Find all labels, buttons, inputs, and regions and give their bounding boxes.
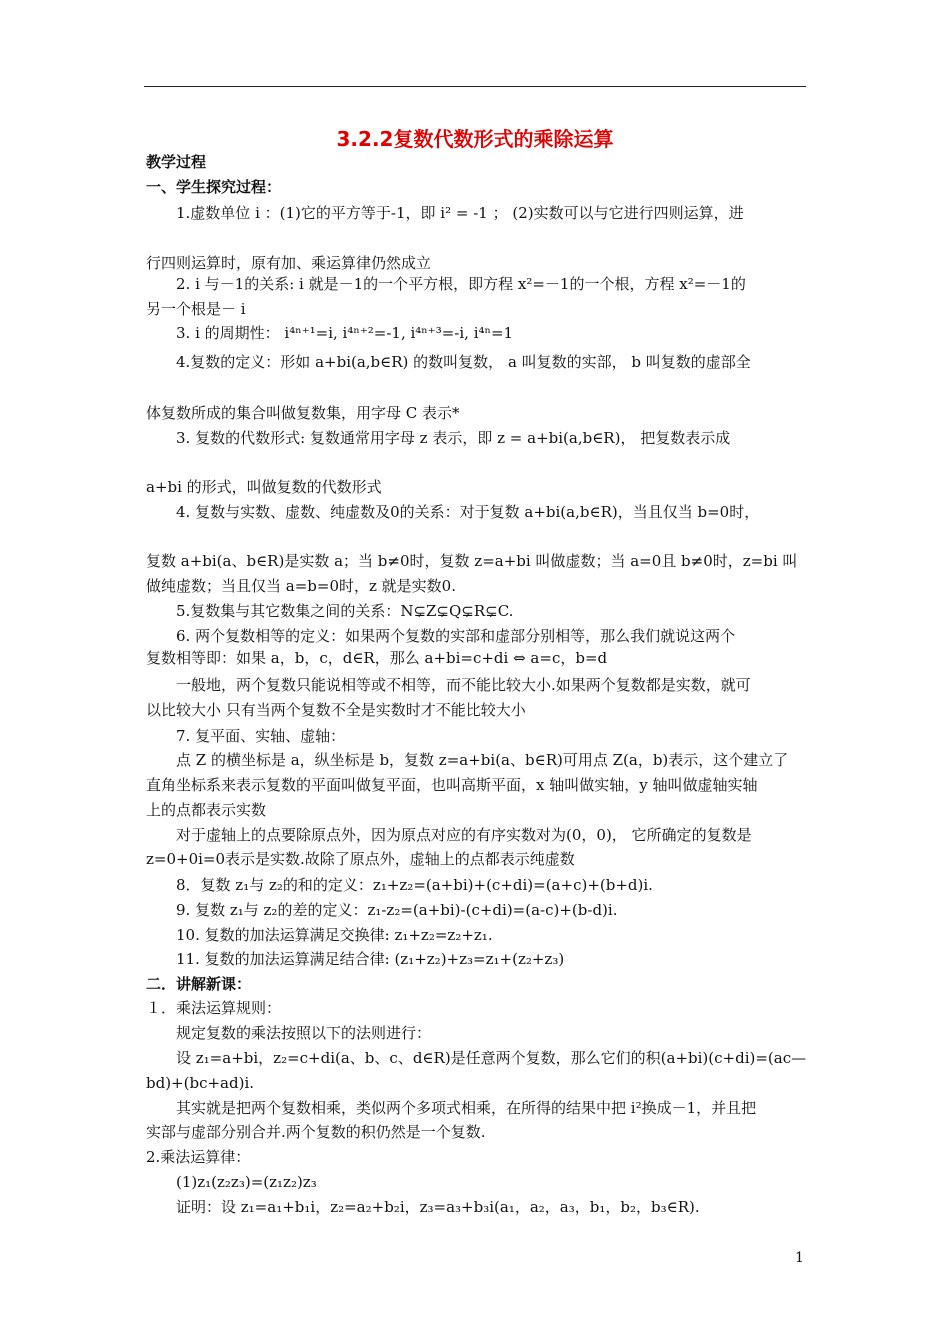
page-title: 3.2.2复数代数形式的乘除运算 — [336, 127, 614, 151]
text-line-l30: 二．讲解新课： — [146, 975, 252, 993]
text-line-l01: 教学过程 — [146, 153, 207, 171]
text-line-l38: (1)z₁(z₂z₃)=(z₁z₂)z₃ — [176, 1173, 317, 1191]
text-line-l02: 一、学生探究过程： — [146, 178, 282, 196]
text-line-l25: z=0+0i=0表示是实数.故除了原点外，虚轴上的点都表示纯虚数 — [146, 850, 575, 868]
text-line-l11: a+bi 的形式，叫做复数的代数形式 — [146, 478, 382, 496]
text-line-l08: 4.复数的定义：形如 a+bi(a,b∈R) 的数叫复数， a 叫复数的实部， b 叫复数的虚部全 — [176, 353, 751, 371]
text-line-l15: 5.复数集与其它数集之间的关系：N⊊Z⊊Q⊊R⊊C. — [176, 602, 514, 620]
text-line-l39: 证明：设 z₁=a₁+b₁i，z₂=a₂+b₂i，z₃=a₃+b₃i(a₁，a₂，a₃，b₁，b₂，b₃∈R). — [176, 1198, 700, 1216]
text-line-l31: １．乘法运算规则： — [146, 999, 282, 1017]
text-line-l29: 11. 复数的加法运算满足结合律: (z₁+z₂)+z₃=z₁+(z₂+z₃) — [176, 950, 565, 968]
text-line-l32: 规定复数的乘法按照以下的法则进行： — [176, 1024, 432, 1042]
text-line-l35: 其实就是把两个复数相乘，类似两个多项式相乘，在所得的结果中把 i²换成－1，并且把 — [176, 1099, 757, 1117]
header-rule — [144, 86, 806, 87]
text-line-l19: 以比较大小 只有当两个复数不全是实数时才不能比较大小 — [146, 701, 526, 719]
text-line-l37: 2.乘法运算律： — [146, 1148, 251, 1166]
text-line-l20: 7. 复平面、实轴、虚轴： — [176, 727, 346, 745]
text-line-l26: 8．复数 z₁与 z₂的和的定义：z₁+z₂=(a+bi)+(c+di)=(a+c)+(b+d)i. — [176, 876, 653, 894]
text-line-l07: 3. i 的周期性： i⁴ⁿ⁺¹=i, i⁴ⁿ⁺²=-1, i⁴ⁿ⁺³=-i, i⁴ⁿ=1 — [176, 324, 514, 342]
text-line-l10: 3. 复数的代数形式: 复数通常用字母 z 表示，即 z = a+bi(a,b∈R)， 把复数表示成 — [176, 429, 731, 447]
text-line-l18: 一般地，两个复数只能说相等或不相等，而不能比较大小.如果两个复数都是实数，就可 — [176, 676, 751, 694]
text-line-l22: 直角坐标系来表示复数的平面叫做复平面，也叫高斯平面，x 轴叫做实轴，y 轴叫做虚轴实轴 — [146, 776, 758, 794]
text-line-l33: 设 z₁=a+bi，z₂=c+di(a、b、c、d∈R)是任意两个复数，那么它们的积(a+bi)(c+di)=(ac— — [176, 1049, 807, 1067]
text-line-l16: 6. 两个复数相等的定义：如果两个复数的实部和虚部分别相等，那么我们就说这两个 — [176, 627, 736, 645]
text-line-l24: 对于虚轴上的点要除原点外，因为原点对应的有序实数对为(0，0)， 它所确定的复数是 — [176, 826, 752, 844]
text-line-l06: 另一个根是－ i — [146, 300, 246, 318]
text-line-l34: bd)+(bc+ad)i. — [146, 1074, 255, 1092]
page-number: 1 — [795, 1250, 804, 1266]
text-line-l05: 2. i 与－1的关系: i 就是－1的一个平方根，即方程 x²=－1的一个根，方程 x²=－1的 — [176, 275, 746, 293]
text-line-l27: 9. 复数 z₁与 z₂的差的定义：z₁-z₂=(a+bi)-(c+di)=(a-c)+(b-d)i. — [176, 901, 618, 919]
text-line-l09: 体复数所成的集合叫做复数集，用字母 C 表示* — [146, 404, 460, 422]
text-line-l03: 1.虚数单位 i ：(1)它的平方等于-1，即 i² = -1 ； (2)实数可以与它进行四则运算，进 — [176, 204, 744, 222]
text-line-l21: 点 Z 的横坐标是 a，纵坐标是 b，复数 z=a+bi(a、b∈R)可用点 Z(a，b)表示，这个建立了 — [176, 751, 789, 769]
text-line-l13: 复数 a+bi(a、b∈R)是实数 a；当 b≠0时，复数 z=a+bi 叫做虚数；当 a=0且 b≠0时，z=bi 叫 — [146, 552, 798, 570]
text-line-l04: 行四则运算时，原有加、乘运算律仍然成立 — [146, 254, 432, 272]
text-line-l17: 复数相等即：如果 a，b，c，d∈R，那么 a+bi=c+di ⇔ a=c，b=d — [146, 649, 608, 667]
text-line-l28: 10. 复数的加法运算满足交换律: z₁+z₂=z₂+z₁. — [176, 926, 493, 944]
text-line-l12: 4. 复数与实数、虚数、纯虚数及0的关系：对于复数 a+bi(a,b∈R)，当且仅当 b=0时， — [176, 503, 760, 521]
text-line-l36: 实部与虚部分别合并.两个复数的积仍然是一个复数. — [146, 1123, 486, 1141]
text-line-l23: 上的点都表示实数 — [146, 801, 267, 819]
text-line-l14: 做纯虚数；当且仅当 a=b=0时，z 就是实数0. — [146, 577, 456, 595]
